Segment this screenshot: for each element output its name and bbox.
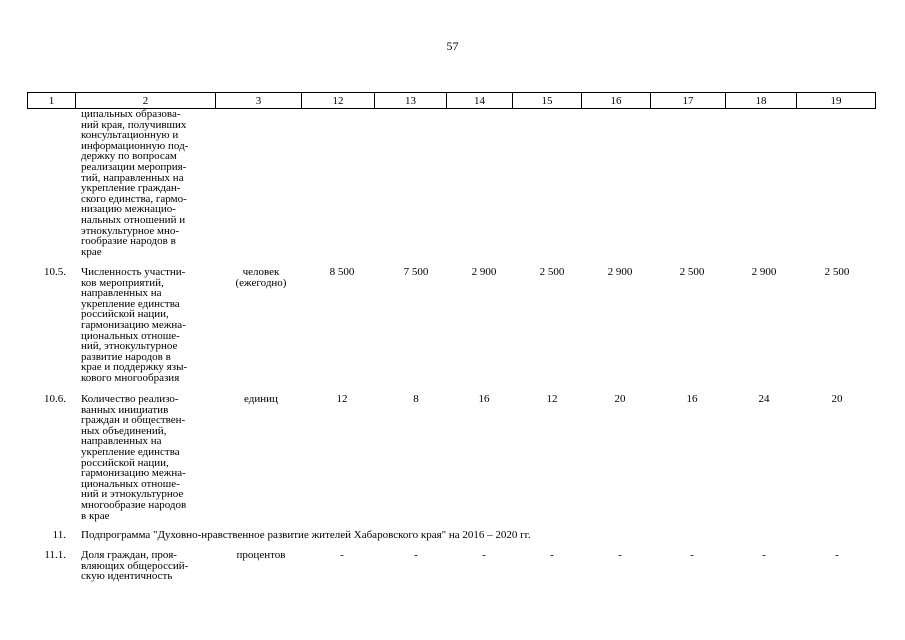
header-col-16: 16 — [582, 93, 651, 109]
header-col-18: 18 — [726, 93, 797, 109]
header-col-19: 19 — [797, 93, 876, 109]
value-col-12: 8 500 — [329, 266, 355, 278]
value-col-14: 2 900 — [471, 266, 497, 278]
value-col-16: - — [618, 549, 622, 561]
value-col-14: - — [482, 549, 486, 561]
value-col-17: 2 500 — [679, 266, 705, 278]
row-number: 10.6. — [44, 393, 66, 405]
value-col-17: 16 — [686, 393, 698, 405]
value-col-17: - — [690, 549, 694, 561]
subprogram-title: Подпрограмма "Духовно-нравственное развитие жителей Хабаровского края" на 2016 – 2020 гг. — [81, 529, 531, 541]
page-number: 57 — [446, 39, 459, 53]
value-col-16: 20 — [614, 393, 626, 405]
value-col-15: - — [550, 549, 554, 561]
header-col-13: 13 — [375, 93, 447, 109]
unit-of-measure: человек (ежегодно) — [235, 266, 287, 289]
value-col-19: 20 — [831, 393, 843, 405]
value-col-13: 7 500 — [403, 266, 429, 278]
value-col-15: 12 — [546, 393, 558, 405]
row-number: 11.1. — [44, 549, 66, 561]
value-col-14: 16 — [478, 393, 490, 405]
header-col-17: 17 — [651, 93, 726, 109]
header-col-12: 12 — [302, 93, 375, 109]
value-col-18: - — [762, 549, 766, 561]
header-col-1: 1 — [28, 93, 76, 109]
header-col-14: 14 — [447, 93, 513, 109]
header-col-2: 2 — [76, 93, 216, 109]
indicator-name: Доля граждан, проя- вляющих общероссий- скую идентичность — [81, 549, 189, 583]
value-col-18: 24 — [758, 393, 770, 405]
value-col-19: - — [835, 549, 839, 561]
row-number: 10.5. — [44, 266, 66, 278]
indicator-name: Численность участни- ков мероприятий, направленных на укрепление единства российской нации, гармонизацию межна- циональных отноше- ний, этнокультурное развитие народов в крае и поддержку язы- кового многообразия — [81, 266, 188, 384]
header-col-15: 15 — [513, 93, 582, 109]
value-col-12: 12 — [336, 393, 348, 405]
value-col-19: 2 500 — [824, 266, 850, 278]
unit-of-measure: процентов — [236, 549, 286, 561]
row-number: 11. — [52, 529, 66, 541]
table-header — [27, 92, 876, 109]
header-col-3: 3 — [216, 93, 302, 109]
value-col-15: 2 500 — [539, 266, 565, 278]
value-col-12: - — [340, 549, 344, 561]
value-col-13: - — [414, 549, 418, 561]
value-col-18: 2 900 — [751, 266, 777, 278]
unit-of-measure: единиц — [244, 393, 278, 405]
indicator-name: ципальных образова- ний края, получивших консультационную и информационную под- держку по вопросам реализации мероприя- тий, направленных на укрепление граждан- ского единства, гармо- низацию межнацио- нальных отношений и этнокультурное мно- гообразие народов в крае — [81, 108, 189, 258]
value-col-16: 2 900 — [607, 266, 633, 278]
indicator-name: Количество реализо- ванных инициатив граждан и обществен- ных объединений, направленных на укрепление единства российской нации, гармонизацию межна- циональных отноше- ний и этнокультурное многообразие народов в крае — [81, 393, 187, 522]
value-col-13: 8 — [413, 393, 419, 405]
